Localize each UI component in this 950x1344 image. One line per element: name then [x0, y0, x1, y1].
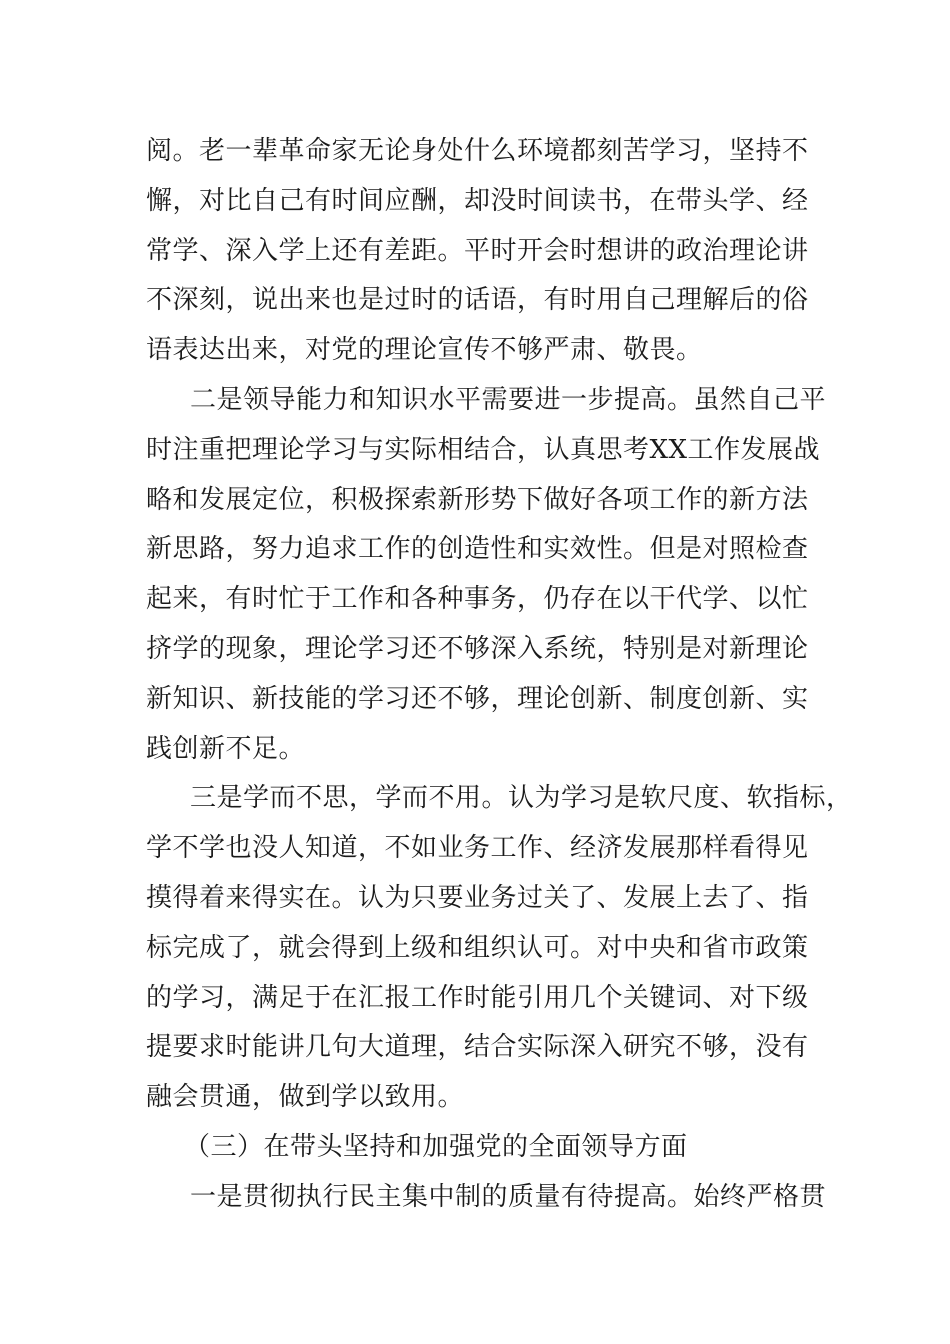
paragraph-line: 起来，有时忙于工作和各种事务，仍存在以干代学、以忙 [146, 584, 809, 615]
paragraph-line: 的学习，满足于在汇报工作时能引用几个关键词、对下级 [146, 982, 809, 1013]
paragraph-line: 三是学而不思，学而不用。认为学习是软尺度、软指标， [190, 783, 853, 814]
paragraph-line: 摸得着来得实在。认为只要业务过关了、发展上去了、指 [146, 882, 809, 913]
paragraph-line: 提要求时能讲几句大道理，结合实际深入研究不够，没有 [146, 1032, 809, 1063]
paragraph-line: 不深刻，说出来也是过时的话语，有时用自己理解后的俗 [146, 285, 809, 316]
paragraph-line: 践创新不足。 [146, 733, 306, 764]
paragraph-line: 融会贯通，做到学以致用。 [146, 1082, 465, 1113]
document-body [146, 127, 853, 1223]
section-heading: （三）在带头坚持和加强党的全面领导方面 [184, 1131, 688, 1162]
paragraph-line: 常学、深入学上还有差距。平时开会时想讲的政治理论讲 [146, 235, 809, 266]
paragraph-line: 二是领导能力和知识水平需要进一步提高。虽然自己平 [190, 384, 827, 415]
paragraph-line: 挤学的现象，理论学习还不够深入系统，特别是对新理论 [146, 633, 809, 664]
paragraph-line: 新思路，努力追求工作的创造性和实效性。但是对照检查 [146, 534, 809, 565]
paragraph-line: 阅。老一辈革命家无论身处什么环境都刻苦学习，坚持不 [146, 136, 809, 166]
paragraph-line: 懈，对比自己有时间应酬，却没时间读书，在带头学、经 [146, 185, 809, 216]
paragraph-line: 语表达出来，对党的理论宣传不够严肃、敬畏。 [146, 335, 703, 366]
paragraph-line: 学不学也没人知道，不如业务工作、经济发展那样看得见 [146, 833, 809, 864]
paragraph-line: 一是贯彻执行民主集中制的质量有待提高。始终严格贯 [190, 1181, 827, 1212]
paragraph-line: 时注重把理论学习与实际相结合，认真思考XX工作发展战 [146, 434, 821, 465]
paragraph-line: 标完成了，就会得到上级和组织认可。对中央和省市政策 [146, 932, 809, 963]
paragraph-line: 新知识、新技能的学习还不够，理论创新、制度创新、实 [146, 683, 809, 714]
paragraph-line: 略和发展定位，积极探索新形势下做好各项工作的新方法 [146, 484, 809, 515]
